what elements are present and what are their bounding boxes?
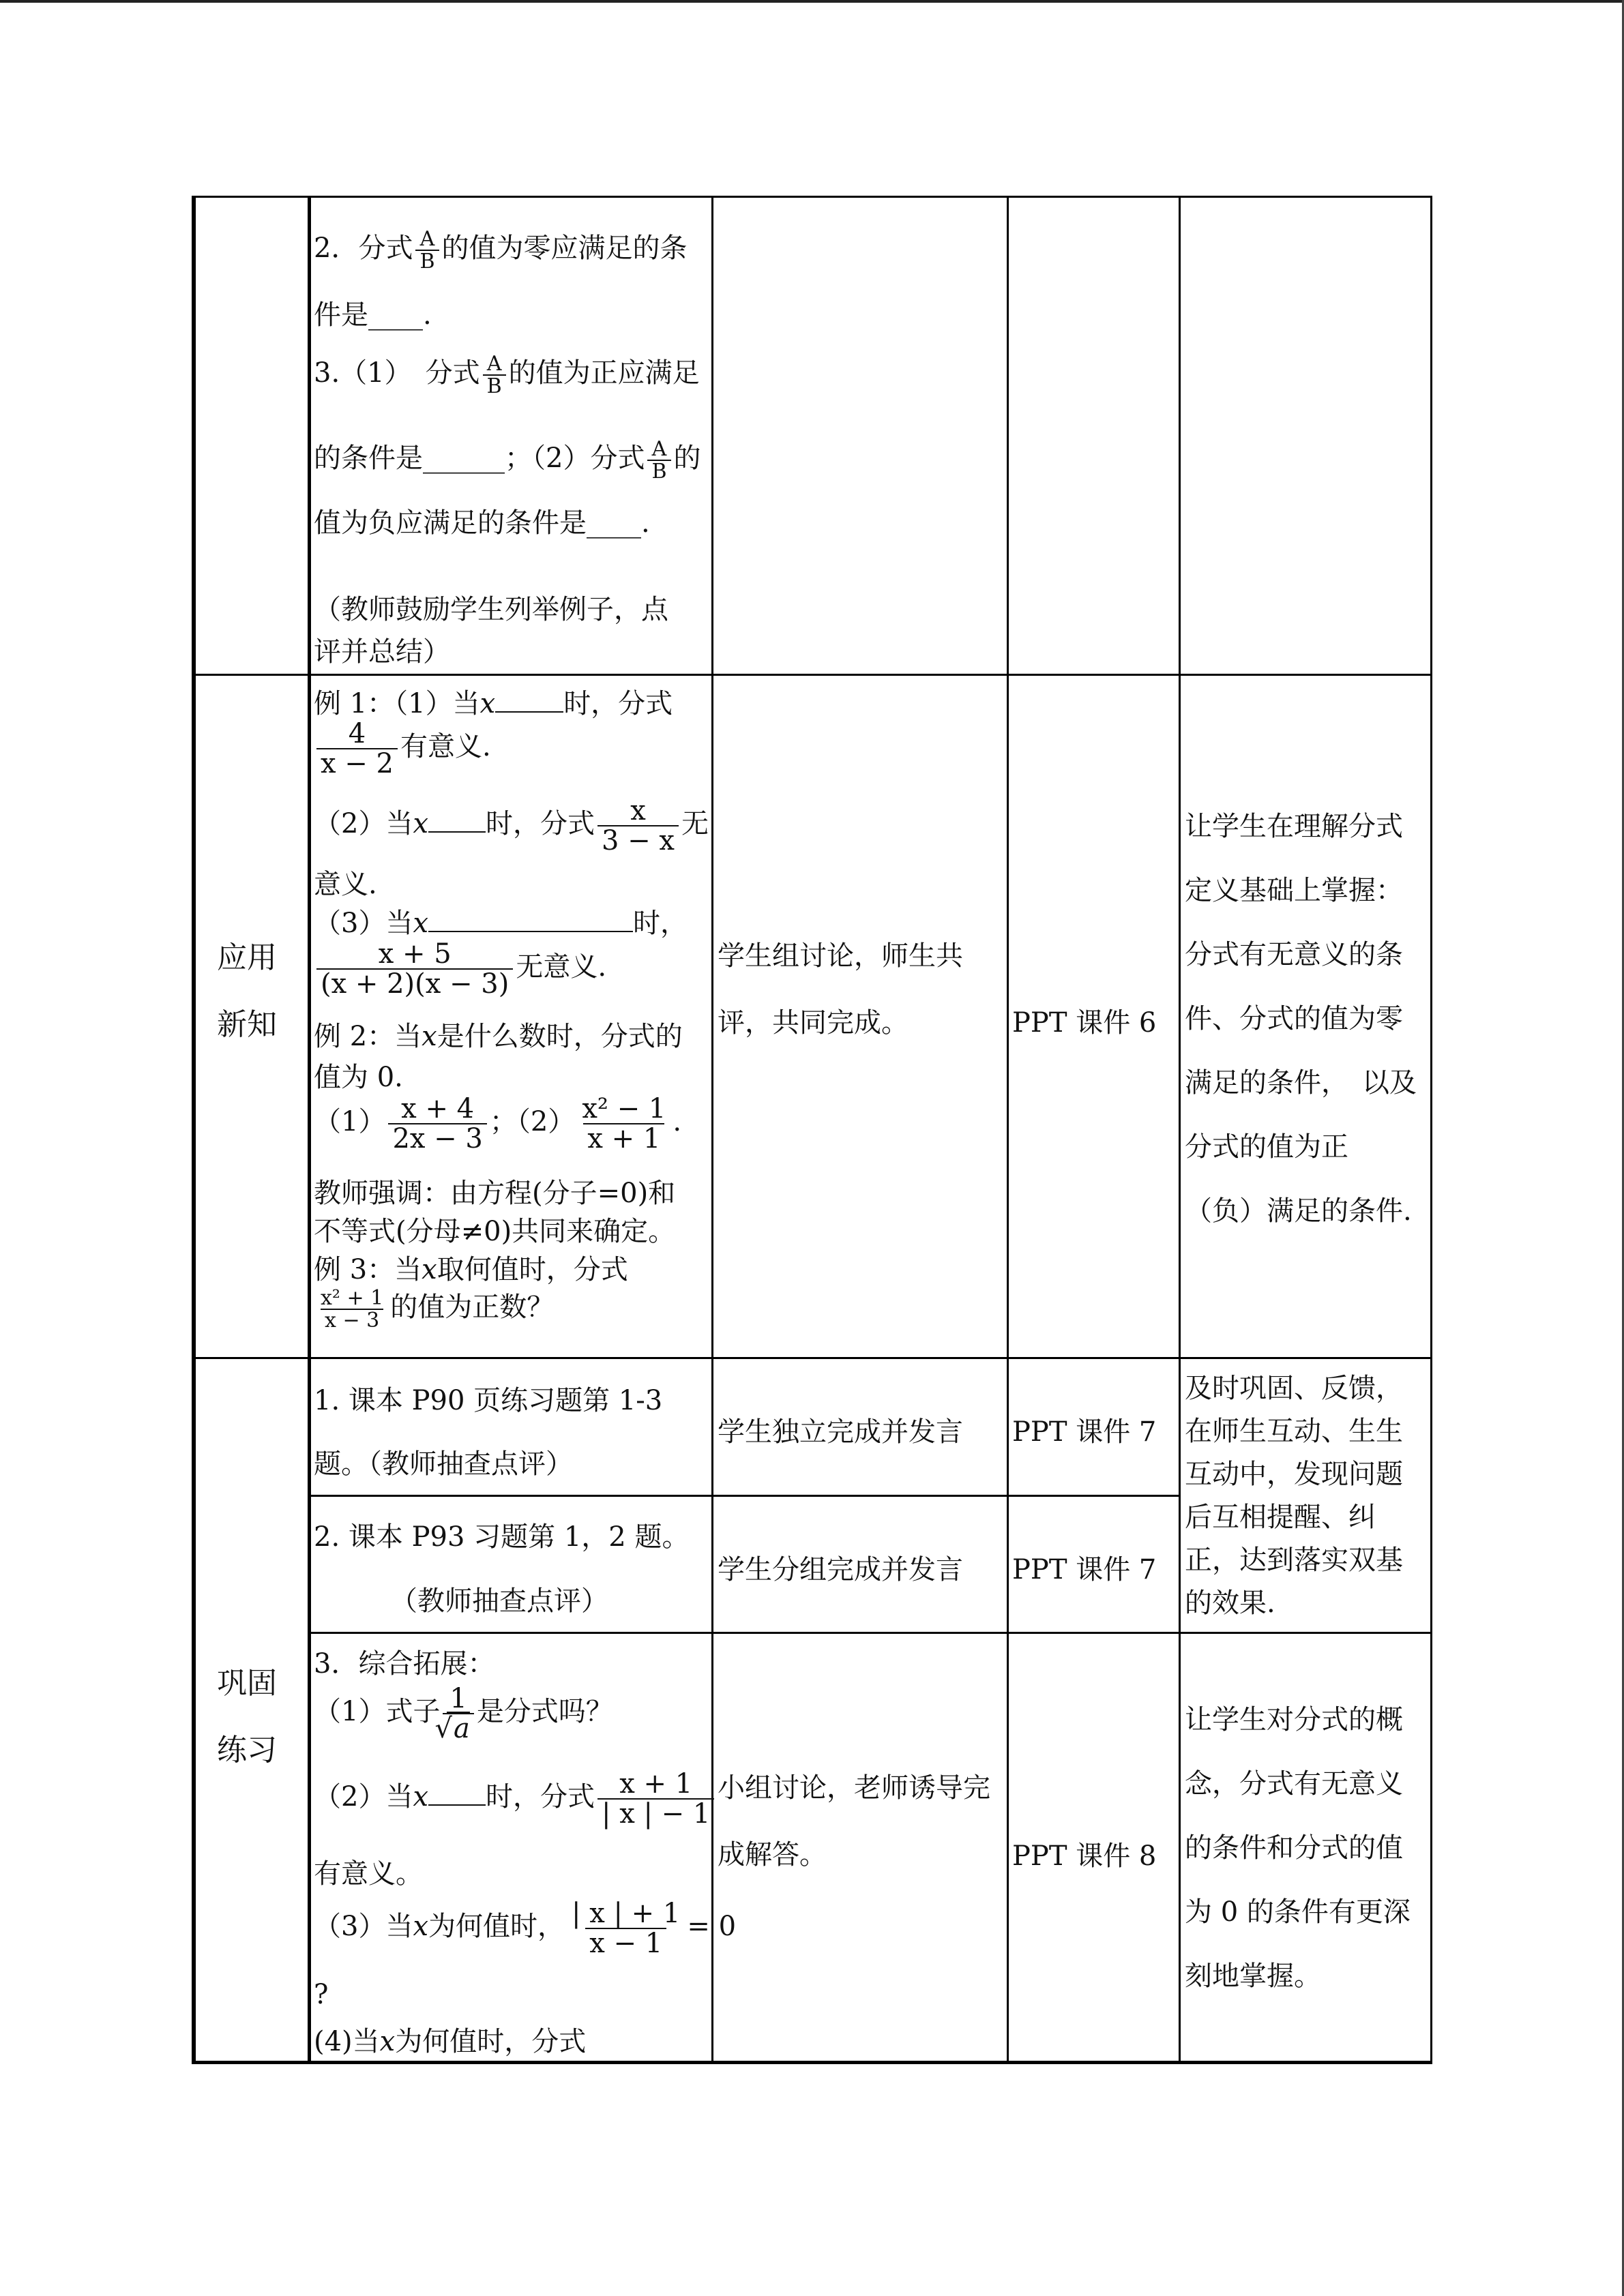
intent-apply-line-6: 分式的值为正 <box>1185 1131 1348 1163</box>
col-divider-3 <box>1007 196 1009 2064</box>
task-3-part-1: （1）式子 1 √ a 是分式吗？ <box>314 1684 613 1743</box>
stage-label-practice-1: 巩固 <box>217 1666 277 1701</box>
intent-practice-3-line-2: 念，分式有无意义 <box>1185 1768 1403 1800</box>
task-3-activity-line2: 成解答。 <box>718 1839 827 1870</box>
task-2-media: PPT 课件 7 <box>1012 1554 1157 1585</box>
row-divider-2 <box>192 1357 1431 1359</box>
intent-apply-line-3: 分式有无意义的条 <box>1185 939 1403 970</box>
stage-label-apply-1: 应用 <box>217 940 277 975</box>
example-1-part-2: （2）当x 时，分式 $\frac{x}{3 - x}$ 无 <box>314 795 709 856</box>
intent-practice-12-line-3: 互动中，发现问题 <box>1185 1459 1403 1490</box>
example-3-line1: 例 3：当x取何值时，分式 <box>314 1254 628 1285</box>
table-left-border <box>192 196 196 2064</box>
task-3-media: PPT 课件 8 <box>1012 1840 1157 1872</box>
intent-practice-12-line-1: 及时巩固、反馈， <box>1185 1373 1403 1404</box>
task-3-part-4: (4)当x为何值时，分式 <box>314 2026 587 2057</box>
stage-label-practice-2: 练习 <box>217 1733 277 1768</box>
task-1-line2: 题。（教师抽查点评） <box>314 1448 573 1480</box>
intent-practice-3-line-5: 刻地掌握。 <box>1185 1960 1321 1992</box>
intent-practice-3-line-3: 的条件和分式的值 <box>1185 1832 1403 1864</box>
task-3-part-3: （3）当x为何值时， $\frac{| x | + 1}{x - 1}$ = 0 <box>314 1898 737 1959</box>
teacher-emphasis-line2: 不等式(分母≠0)共同来确定。 <box>314 1216 676 1247</box>
activity-apply-line1: 学生组讨论，师生共 <box>718 940 963 972</box>
intent-apply-line-2: 定义基础上掌握： <box>1185 875 1403 906</box>
intent-practice-12-line-5: 正，达到落实双基 <box>1185 1545 1403 1576</box>
example-1-fraction-3: $\frac{x + 5}{(x + 2)(x - 3)}$ 无意义. <box>314 940 606 998</box>
example-3-fraction: $\frac{\text{x² + 1}}{x - 3}$ 的值为正数？ <box>321 1285 555 1332</box>
example-2-line1: 例 2：当x是什么数时，分式的 <box>314 1021 683 1052</box>
question-2-line2: 件是____. <box>314 299 432 331</box>
teacher-note-line2: 评并总结） <box>314 636 450 668</box>
task-2-line1: 2. 课本 P93 习题第 1，2 题。 <box>314 1521 690 1553</box>
intent-apply-line-1: 让学生在理解分式 <box>1185 811 1403 842</box>
task-1-media: PPT 课件 7 <box>1012 1416 1157 1448</box>
teacher-note-line1: （教师鼓励学生列举例子，点 <box>314 594 668 625</box>
intent-practice-3-line-4: 为 0 的条件有更深 <box>1185 1896 1411 1928</box>
example-1-part-2-line2: 意义. <box>314 869 377 900</box>
intent-apply-line-5: 满足的条件， 以及 <box>1185 1067 1417 1099</box>
table-right-border <box>1430 196 1432 2064</box>
table-bottom-border <box>192 2061 1431 2064</box>
intent-practice-12-line-6: 的效果. <box>1185 1587 1275 1619</box>
task-2-line2: （教师抽查点评） <box>390 1585 608 1617</box>
intent-practice-12-line-2: 在师生互动、生生 <box>1185 1416 1403 1447</box>
row-divider-1 <box>192 674 1431 676</box>
task-2-activity: 学生分组完成并发言 <box>718 1554 963 1585</box>
task-3-part-3-question: ? <box>314 1979 329 2010</box>
task-3-part-2: （2）当x 时，分式 $\frac{x + 1}{| x | - 1}$ <box>314 1770 717 1828</box>
question-3-line3: 值为负应满足的条件是____. <box>314 507 650 539</box>
table-top-border <box>192 196 1431 198</box>
task-3-activity-line1: 小组讨论，老师诱导完 <box>718 1772 990 1804</box>
intent-practice-3-line-1: 让学生对分式的概 <box>1185 1704 1403 1735</box>
activity-apply-line2: 评，共同完成。 <box>718 1007 909 1039</box>
task-1-activity: 学生独立完成并发言 <box>718 1416 963 1448</box>
intent-apply-line-7: （负）满足的条件. <box>1185 1195 1412 1227</box>
stage-label-apply-2: 新知 <box>217 1007 277 1042</box>
teacher-emphasis-line1: 教师强调：由方程(分子=0)和 <box>314 1178 676 1209</box>
intent-practice-12-line-4: 后互相提醒、纠 <box>1185 1502 1376 1533</box>
row-divider-2a <box>309 1495 1180 1497</box>
question-3-line2: 的条件是______；（2）分式 $\frac{A}{B}$ 的 <box>314 436 701 483</box>
question-2-line1: 2．分式 $\frac{A}{B}$ 的值为零应满足的条 <box>314 226 688 273</box>
example-2-line2: 值为 0. <box>314 1062 403 1093</box>
example-1-part-3: （3）当x 时， <box>314 908 688 939</box>
example-2-fractions: （1） $\frac{x + 4}{2x - 3}$ ；（2） $\frac{\text{x² − 1}}{x + 1}$ . <box>314 1093 682 1154</box>
media-apply: PPT 课件 6 <box>1012 1007 1157 1039</box>
col-divider-4 <box>1179 196 1181 2064</box>
example-1-fraction-1: $\frac{4}{x - 2}$ 有意义. <box>314 719 491 778</box>
example-1-line1: 例 1：（1）当x 时，分式 <box>314 688 673 719</box>
task-3-part-2-line2: 有意义。 <box>314 1858 423 1890</box>
task-1-line1: 1. 课本 P90 页练习题第 1-3 <box>314 1385 663 1416</box>
question-3-line1: 3.（1） 分式 $\frac{A}{B}$ 的值为正应满足 <box>314 351 700 398</box>
task-3-head: 3．综合拓展： <box>314 1648 495 1680</box>
row-divider-2b <box>309 1632 1431 1634</box>
intent-apply-line-4: 件、分式的值为零 <box>1185 1003 1403 1034</box>
col-divider-1 <box>308 196 311 2064</box>
